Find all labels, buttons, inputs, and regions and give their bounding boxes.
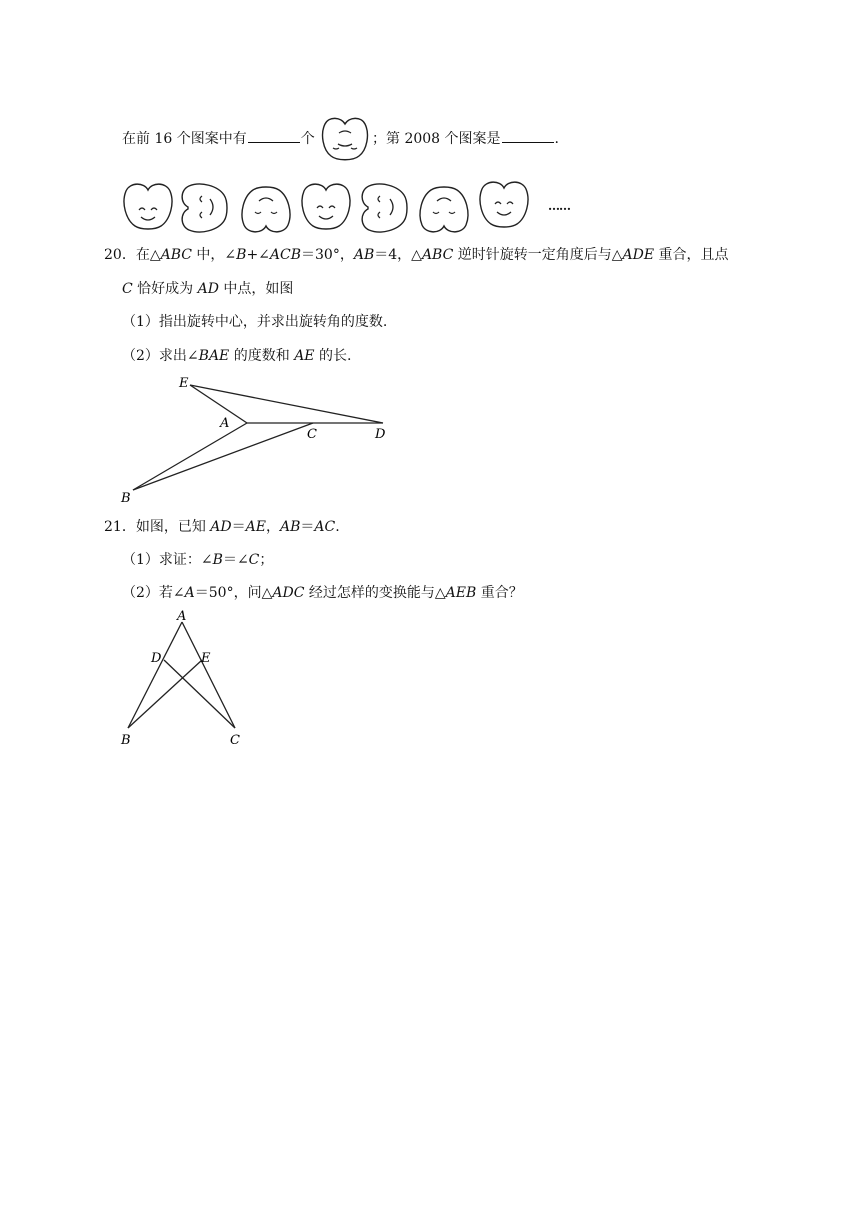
q19-blank-2 [502, 128, 554, 143]
q21-ad: AD [210, 519, 232, 535]
q20-text: 重合，且点 [654, 247, 729, 263]
q20-ab: AB [353, 247, 375, 263]
heart-face-icon-2 [182, 184, 227, 232]
q20-point-c: C [122, 281, 133, 297]
q20-label-d: D [375, 427, 386, 442]
q21-label-a: A [177, 609, 187, 624]
q21-text: ＝ [222, 552, 237, 568]
pattern-ellipsis: …… [548, 199, 570, 213]
q21-text: ＝ [300, 519, 315, 535]
q20-angles: ∠B+∠ACB [224, 247, 302, 263]
heart-face-icon-4 [302, 184, 350, 229]
pattern-row [120, 178, 580, 236]
heart-face-icon-7 [480, 182, 528, 227]
q20-label-c: C [307, 427, 317, 442]
q20-text: 中， [191, 247, 225, 263]
q19-text-end: . [554, 131, 559, 147]
q20-ad: AD [197, 281, 219, 297]
q20-tri-abc-2: △ABC [411, 247, 454, 263]
q20-text: 的长. [314, 348, 352, 364]
q20-label-a: A [220, 416, 230, 431]
q21-angle-c: ∠C [236, 552, 260, 568]
q21-text: ， [265, 519, 280, 535]
q20-text: 恰好成为 [132, 281, 198, 297]
q20-intro [104, 245, 729, 265]
q19-sentence [122, 128, 315, 149]
q21-tri-aeb: △AEB [434, 585, 477, 601]
q19-text-2: 个 [300, 131, 315, 147]
q19-text-1: 在前 16 个图案中有 [122, 131, 247, 147]
q21-text: ＝50°，问 [194, 585, 262, 601]
q20-text: 中点，如图 [218, 281, 294, 297]
q20-number: 20．在 [104, 247, 150, 263]
q21-label-e: E [201, 651, 211, 666]
heart-face-icon-3 [242, 187, 290, 232]
q21-text: 重合？ [476, 585, 523, 601]
q20-angle-bae: ∠BAE [186, 348, 230, 364]
heart-face-icon-inline [319, 114, 371, 164]
q19-sentence-tail [372, 128, 559, 149]
q20-text: 逆时针旋转一定角度后与 [453, 247, 612, 263]
q21-text: ＝ [231, 519, 246, 535]
q21-angle-b: ∠B [200, 552, 223, 568]
q20-figure [115, 372, 405, 507]
q20-text: 的度数和 [229, 348, 295, 364]
heart-face-icon-6 [420, 187, 468, 232]
q20-text: ＝30°， [301, 247, 354, 263]
q21-text: . [335, 519, 340, 535]
q21-text: （2）若 [122, 585, 173, 601]
heart-face-icon-1 [124, 184, 172, 229]
q20-ae: AE [294, 348, 315, 364]
q21-ab: AB [279, 519, 301, 535]
q20-intro-line2 [122, 279, 293, 299]
q21-number: 21．如图，已知 [104, 519, 211, 535]
q21-figure [115, 606, 255, 751]
q20-part1: （1）指出旋转中心，并求出旋转角的度数. [122, 314, 388, 330]
q20-text: ＝4， [374, 247, 412, 263]
q20-tri-abc: △ABC [149, 247, 192, 263]
q21-label-c: C [230, 733, 240, 748]
q21-label-d: D [151, 651, 162, 666]
q21-ac: AC [314, 519, 336, 535]
q20-text: （2）求出 [122, 348, 187, 364]
q21-intro [104, 517, 340, 537]
q19-text-3: ；第 2008 个图案是 [372, 131, 501, 147]
q21-ae: AE [245, 519, 266, 535]
q20-label-e: E [179, 376, 189, 391]
q21-text: （1）求证： [122, 552, 201, 568]
q21-label-b: B [121, 733, 131, 748]
q19-blank-1 [248, 128, 300, 143]
q21-tri-adc: △ADC [261, 585, 305, 601]
q20-part2 [122, 346, 351, 366]
q21-part2 [122, 583, 523, 603]
heart-face-icon-5 [362, 184, 407, 232]
q21-part1 [122, 550, 273, 570]
q20-label-b: B [121, 491, 131, 506]
q20-tri-ade: △ADE [611, 247, 655, 263]
q21-angle-a: ∠A [172, 585, 195, 601]
q21-text: ； [259, 552, 274, 568]
q21-text: 经过怎样的变换能与 [304, 585, 435, 601]
